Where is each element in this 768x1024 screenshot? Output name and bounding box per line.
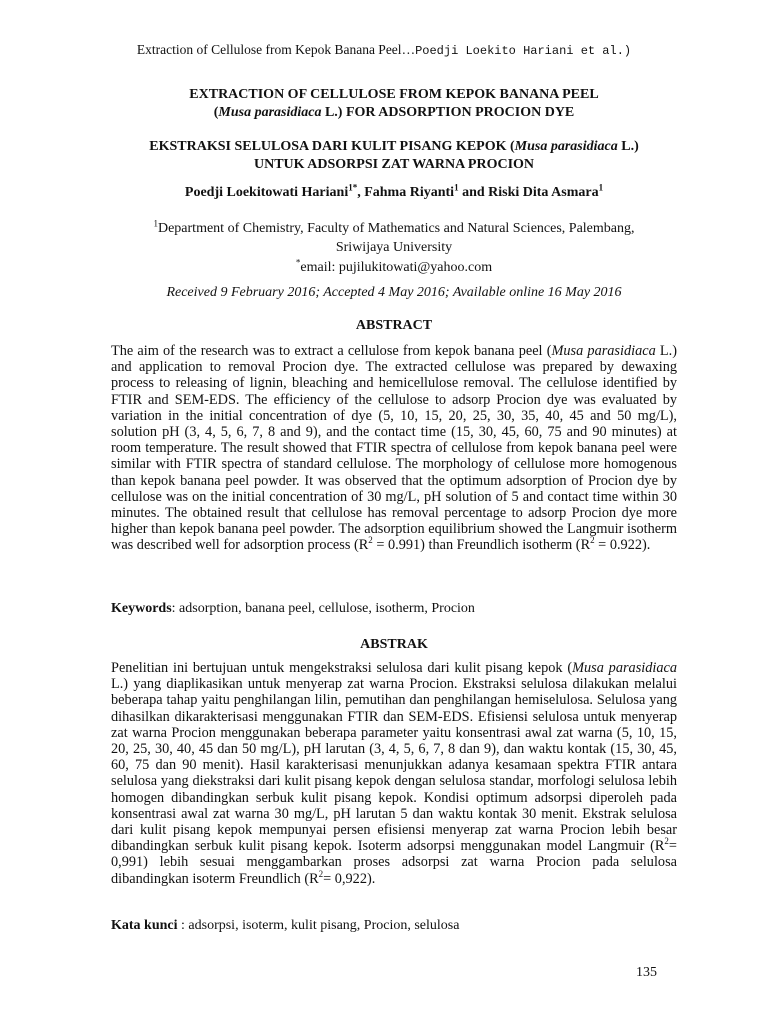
- affiliation: [111, 219, 677, 257]
- abstract-text-4: = 0.922).: [594, 537, 651, 554]
- abstract-sup-2: 2: [590, 535, 595, 546]
- title-indonesian: [111, 138, 677, 174]
- running-header-authors: Poedji Loekito Hariani et al.): [415, 44, 632, 58]
- title-english-species: Musa parasidiaca: [218, 105, 322, 120]
- keywords-text: : adsorption, banana peel, cellulose, isotherm, Procion: [171, 601, 475, 616]
- title-english-line2-rest: L.) FOR ADSORPTION PROCION DYE: [321, 105, 575, 120]
- title-english-paren: (: [213, 105, 219, 120]
- affiliation-line2: Sriwijaya University: [335, 240, 453, 255]
- abstrak-text-1: Penelitian ini bertujuan untuk mengekstraksi selulosa dari kulit pisang kepok (: [111, 660, 573, 676]
- email-text: email: pujilukitowati@yahoo.com: [300, 260, 493, 275]
- abstract-text-2: L.) and application to removal Procion dye. The extracted cellulose was prepared by dewaxing process to releasing of lignin, bleaching and hemicellulose removal. The cellulose identified by FTIR and SEM-EDS. The efficiency of the cellulose to adsorp Procion dye was evaluated by variation in the initial concentration of dye (5, 10, 15, 20, 25, 30, 35, 40, 45 and 50 mg/L), solution pH (3, 4, 5, 6, 7, 8 and 9), and the contact time (15, 30, 45, 60, 75 and 90 minutes) at room temperature. The result showed that FTIR spectra of cellulose from kepok banana peel were similar with FTIR spectra of standard cellulose. The morphology of cellulose more homogenous than kepok banana peel powder. It was observed that the optimum adsorption of Procion dye by cellulose was on the initial concentration of 30 mg/L, pH solution of 5 and contact time within 30 minutes. The obtained result that cellulose has removal percentage to adsorp Procion dye more higher than kepok banana peel powder. The adsorption equilibrium showed the Langmuir isotherm was described well for adsorption process (R: [111, 343, 677, 554]
- keywords: [111, 601, 677, 617]
- abstrak-text-2: L.) yang diaplikasikan untuk menyerap zat warna Procion. Ekstraksi selulosa dilakukan melalui beberapa tahap yaitu penghilangan lilin, pemutihan dan penghilangan hemiselulosa. Selulosa yang dihasilkan dikarakterisasi menggunakan FTIR dan SEM-EDS. Efisiensi selulosa untuk menyerap zat warna Procion menggunakan beberapa parameter yaitu konsentrasi awal zat warna (5, 10, 15, 20, 25, 30, 40, 45 dan 50 mg/L), pH larutan (3, 4, 5, 6, 7, 8 dan 9), dan waktu kontak (15, 30, 45, 60, 75 dan 90 menit). Hasil karakterisasi menunjukkan adanya kesamaan spektra FTIR antara selulosa yang diekstraksi dari kulit pisang kepok dengan selulosa standar, morfologi selulosa lebih homogen dibandingkan serbuk kulit pisang kepok. Kondisi optimum adsorpsi diperoleh pada konsentrasi awal zat warna 30 mg/L, pH larutan 5 dan waktu kontak 30 menit. Ekstrak selulosa dari kulit pisang kepok mempunyai persen efisiensi menyerap zat warna Procion lebih besar dibandingkan serbuk kulit pisang kepok. Isoterm adsorpsi menggunakan model Langmuir (R: [111, 676, 677, 855]
- author-list: [111, 182, 677, 201]
- abstrak-body: [111, 660, 677, 887]
- title-english-line2: [111, 104, 677, 122]
- abstract-heading: ABSTRACT: [355, 318, 433, 333]
- affiliation-line1-text: Department of Chemistry, Faculty of Mathematics and Natural Sciences, Palembang,: [157, 221, 635, 236]
- title-indonesian-line1-pre: EKSTRAKSI SELULOSA DARI KULIT PISANG KEPOK (: [149, 139, 515, 154]
- keywords-label: Keywords: [111, 601, 172, 616]
- affiliation-line1: [111, 219, 677, 238]
- kata-kunci-label: Kata kunci: [111, 918, 178, 933]
- abstrak-species: Musa parasidiaca: [572, 660, 677, 676]
- kata-kunci-text: : adsorpsi, isoterm, kulit pisang, Procion, selulosa: [177, 918, 460, 933]
- kata-kunci: [111, 918, 677, 934]
- author-2: , Fahma Riyanti: [357, 185, 455, 200]
- title-indonesian-species: Musa parasidiaca: [514, 139, 618, 154]
- title-indonesian-line1: [111, 138, 677, 156]
- title-english-line1: EXTRACTION OF CELLULOSE FROM KEPOK BANANA PEEL: [189, 87, 599, 102]
- page-number: 135: [636, 965, 657, 980]
- abstrak-heading: ABSTRAK: [360, 637, 428, 652]
- abstract-sup-1: 2: [368, 535, 373, 546]
- author-1-sup: 1*: [348, 182, 358, 193]
- abstract-text-1: The aim of the research was to extract a cellulose from kepok banana peel (: [111, 343, 552, 359]
- running-header-ellipsis: …: [401, 42, 416, 57]
- title-indonesian-line2: UNTUK ADSORPSI ZAT WARNA PROCION: [253, 157, 535, 172]
- running-header: [0, 42, 768, 58]
- running-header-title: Extraction of Cellulose from Kepok Banana Peel: [136, 42, 402, 57]
- abstract-species: Musa parasidiaca: [551, 343, 656, 359]
- abstrak-sup-2: 2: [318, 868, 324, 879]
- author-1: Poedji Loekitowati Hariani: [184, 185, 349, 200]
- abstract-body: [111, 343, 677, 554]
- title-english: [111, 86, 677, 122]
- abstract-text-3: = 0.991) than Freundlich isotherm (R: [372, 537, 591, 554]
- affiliation-sup: 1: [153, 218, 158, 229]
- correspondence-email: [111, 257, 677, 276]
- title-indonesian-line1-post: L.): [617, 139, 639, 154]
- author-3: and Riski Dita Asmara: [458, 185, 599, 200]
- received-dates: Received 9 February 2016; Accepted 4 May 2016; Available online 16 May 2016: [166, 285, 622, 300]
- abstrak-sup-1: 2: [664, 836, 669, 847]
- abstrak-text-4: = 0,922).: [323, 870, 376, 887]
- author-2-sup: 1: [454, 182, 459, 193]
- author-3-sup: 1: [598, 182, 604, 193]
- email-sup: *: [295, 257, 301, 268]
- abstrak-text-3: = 0,991) lebih sesuai menggambarkan proses adsorpsi zat warna Procion pada selulosa dibandingkan isoterm Freundlich (R: [111, 838, 677, 887]
